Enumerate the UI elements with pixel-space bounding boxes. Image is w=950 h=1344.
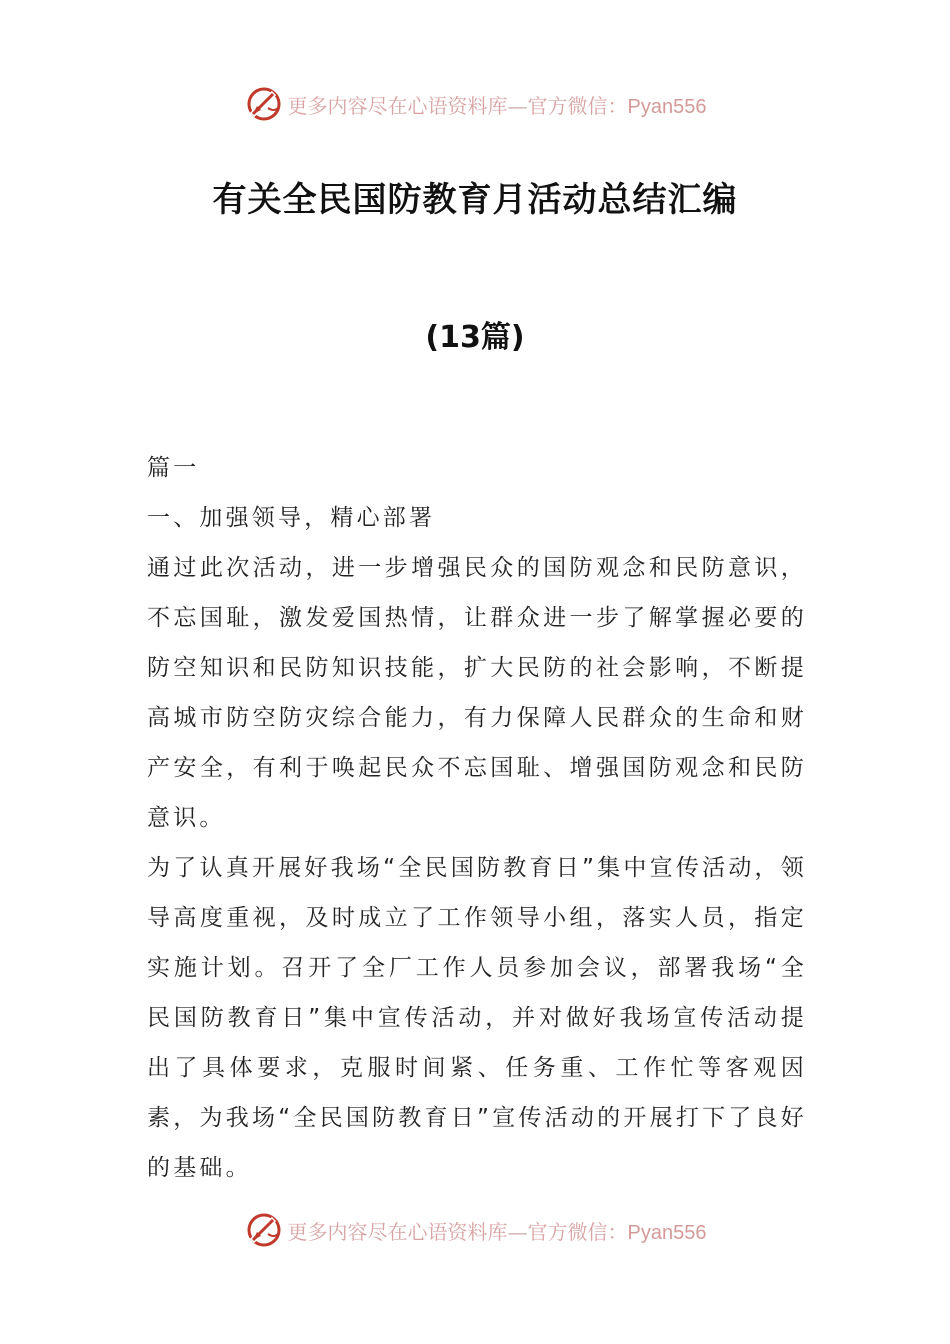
watermark-dash: — xyxy=(507,93,528,118)
watermark-wechat-id: Pyan556 xyxy=(627,1221,707,1244)
watermark-prefix: 更多内容尽在心语资料库 xyxy=(287,93,508,118)
section-heading: 一、加强领导，精心部署 xyxy=(147,505,436,531)
pen-logo-icon xyxy=(244,84,284,124)
watermark-banner-top xyxy=(0,82,950,126)
document-title: 有关全民国防教育月活动总结汇编 xyxy=(212,180,738,220)
section-label: 篇一 xyxy=(147,455,200,481)
watermark-banner-bottom xyxy=(0,1208,950,1252)
watermark-text xyxy=(288,1216,707,1245)
document-body xyxy=(147,443,807,1193)
watermark-wechat-id: Pyan556 xyxy=(627,95,707,118)
watermark-official: 官方微信： xyxy=(527,93,628,118)
watermark-text xyxy=(288,90,707,119)
pen-logo-icon xyxy=(244,1210,284,1250)
watermark-dash: — xyxy=(507,1219,528,1244)
watermark-prefix: 更多内容尽在心语资料库 xyxy=(287,1219,508,1244)
watermark-official: 官方微信： xyxy=(527,1219,628,1244)
document-subtitle: (13篇) xyxy=(425,320,525,355)
paragraph-1: 通过此次活动，进一步增强民众的国防观念和民防意识，不忘国耻，激发爱国热情，让群众进一步了解掌握必要的防空知识和民防知识技能，扩大民防的社会影响，不断提高城市防空防灾综合能力，有力保障人民群众的生命和财产安全，有利于唤起民众不忘国耻、增强国防观念和民防意识。 xyxy=(147,555,807,831)
paragraph-2: 为了认真开展好我场“全民国防教育日”集中宣传活动，领导高度重视，及时成立了工作领导小组，落实人员，指定实施计划。召开了全厂工作人员参加会议，部署我场“全民国防教育日”集中宣传活动，并对做好我场宣传活动提出了具体要求，克服时间紧、任务重、工作忙等客观因素，为我场“全民国防教育日”宣传活动的开展打下了良好的基础。 xyxy=(147,855,807,1181)
